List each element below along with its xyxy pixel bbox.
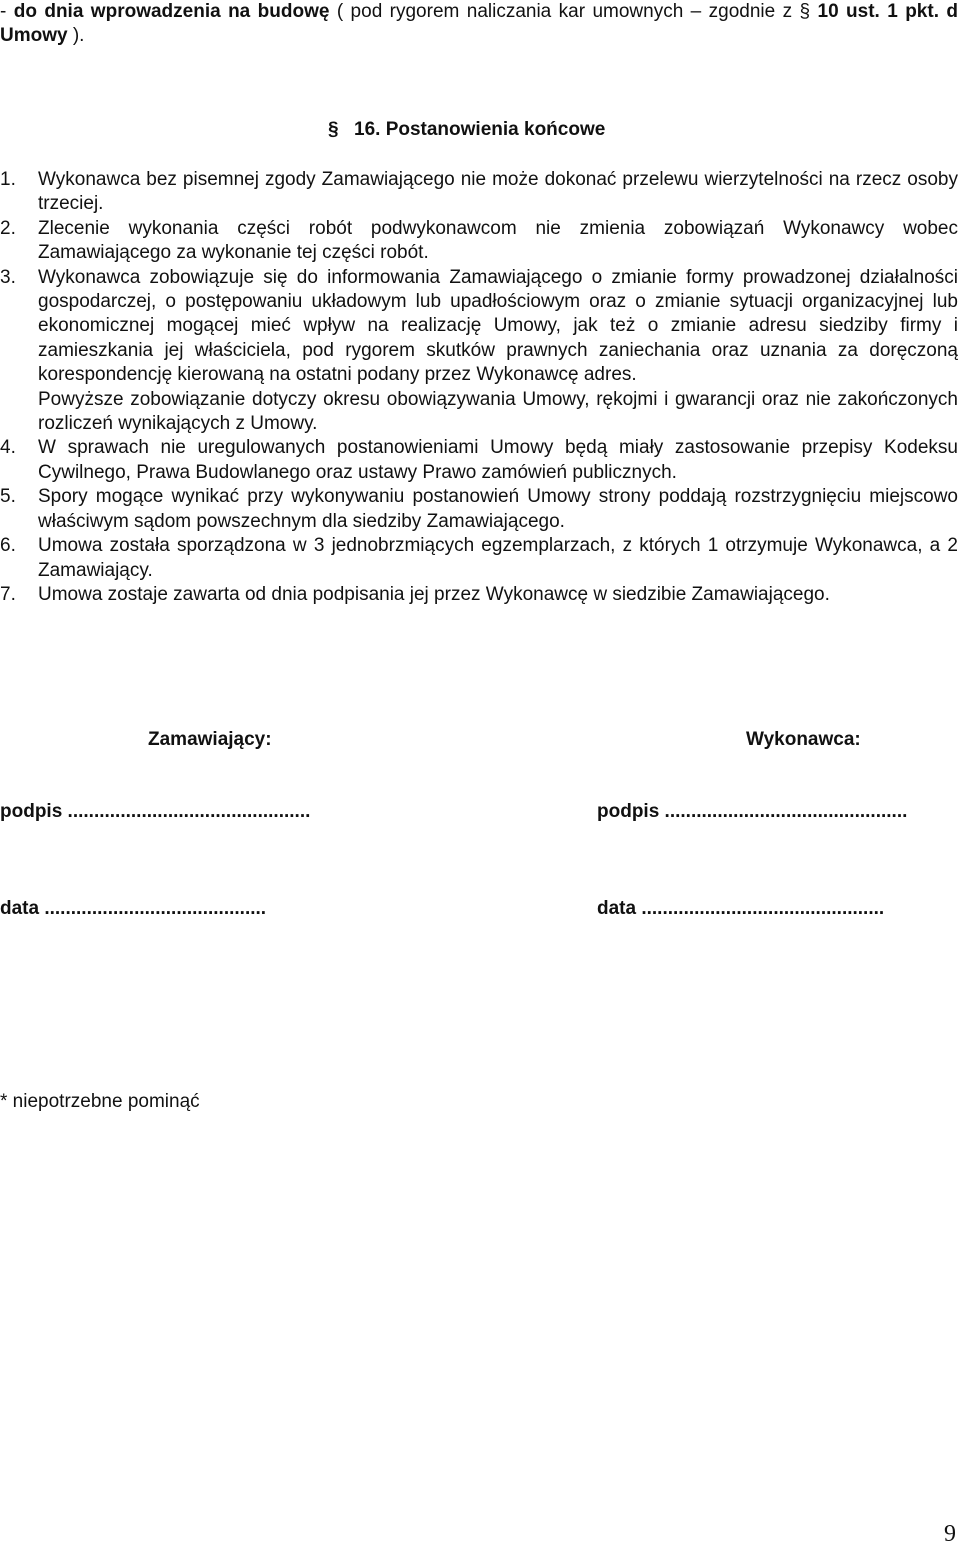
list-item-number: 2. [0,217,16,239]
list-item-number: 3. [0,266,16,288]
list-item [0,485,958,534]
list-item-subparagraph: Powyższe zobowiązanie dotyczy okresu obowiązywania Umowy, rękojmi i gwarancji oraz nie zakończonych rozliczeń wynikających z Umowy. [38,388,958,435]
section-symbol: § [328,119,339,140]
intro-suffix: ). [67,25,85,47]
contractor-title: Wykonawca: [746,729,861,750]
intro-bold-part: do dnia wprowadzenia na budowę [13,1,330,22]
intro-bold-ref1: 10 [817,1,839,22]
contractor-date-line: data .............................................. [597,898,885,919]
orderer-title: Zamawiający: [148,729,272,750]
provisions-list [0,168,958,607]
list-item [0,266,958,437]
orderer-signature-line: podpis .............................................. [0,801,311,822]
list-item [0,583,958,607]
list-item-text: W sprawach nie uregulowanych postanowieniami Umowy będą miały zastosowanie przepisy Kodeksu Cywilnego, Prawa Budowlanego oraz ustawy Prawo zamówień publicznych. [38,437,958,483]
list-item-text: Zlecenie wykonania części robót podwykonawcom nie zmienia zobowiązań Wykonawcy wobec Zamawiającego za wykonanie tej części robót. [38,217,958,264]
orderer-date-line: data .......................................... [0,898,267,919]
footnote: * niepotrzebne pominąć [0,1091,200,1112]
list-item [0,217,958,266]
list-item [0,534,958,583]
list-item-text: Umowa została sporządzona w 3 jednobrzmiących egzemplarzach, z których 1 otrzymuje Wykonawca, a 2 Zamawiający. [38,535,958,581]
list-item-number: 6. [0,535,16,557]
page-number: 9 [944,1521,956,1547]
list-item-number: 1. [0,169,16,190]
list-item-text: Umowa zostaje zawarta od dnia podpisania jej przez Wykonawcę w siedzibie Zamawiającego. [38,583,830,605]
section-heading [328,118,605,142]
intro-bold-ref2: ust. 1 pkt. d Umowy [0,1,958,47]
list-item-number: 5. [0,486,16,508]
list-item-text: Wykonawca zobowiązuje się do informowania Zamawiającego o zmianie formy prowadzonej działalności gospodarczej, o postępowaniu układowym lub upadłościowym oraz o zmianie sytuacji organizacyjnej lub ekonomicznej mogącej mieć wpływ na realizację Umowy, jak też o zmianie adresu siedziby firmy i zamieszkania jej właściciela, pod rygorem skutków prawnych zaniechania oraz uznania za doręczoną korespondencję kierowaną na ostatni podany przez Wykonawcę adres. [38,266,958,386]
list-item-text: Wykonawca bez pisemnej zgody Zamawiającego nie może dokonać przelewu wierzytelności na rzecz osoby trzeciej. [38,169,958,215]
list-item-number: 7. [0,583,16,605]
intro-paragraph [0,0,958,49]
section-title-text: 16. Postanowienia końcowe [354,119,606,140]
list-item-number: 4. [0,437,16,459]
intro-middle: ( pod rygorem naliczania kar umownych – zgodnie z [329,1,800,22]
list-item-body [38,266,958,437]
list-item-text: Spory mogące wynikać przy wykonywaniu postanowień Umowy strony poddają rozstrzygnięciu miejscowo właściwym sądom powszechnym dla siedziby Zamawiającego. [38,486,958,532]
list-item [0,168,958,217]
intro-prefix: - [0,1,14,22]
section-symbol-inline: § [799,1,811,22]
contractor-signature-line: podpis .............................................. [597,801,908,822]
list-item [0,436,958,485]
